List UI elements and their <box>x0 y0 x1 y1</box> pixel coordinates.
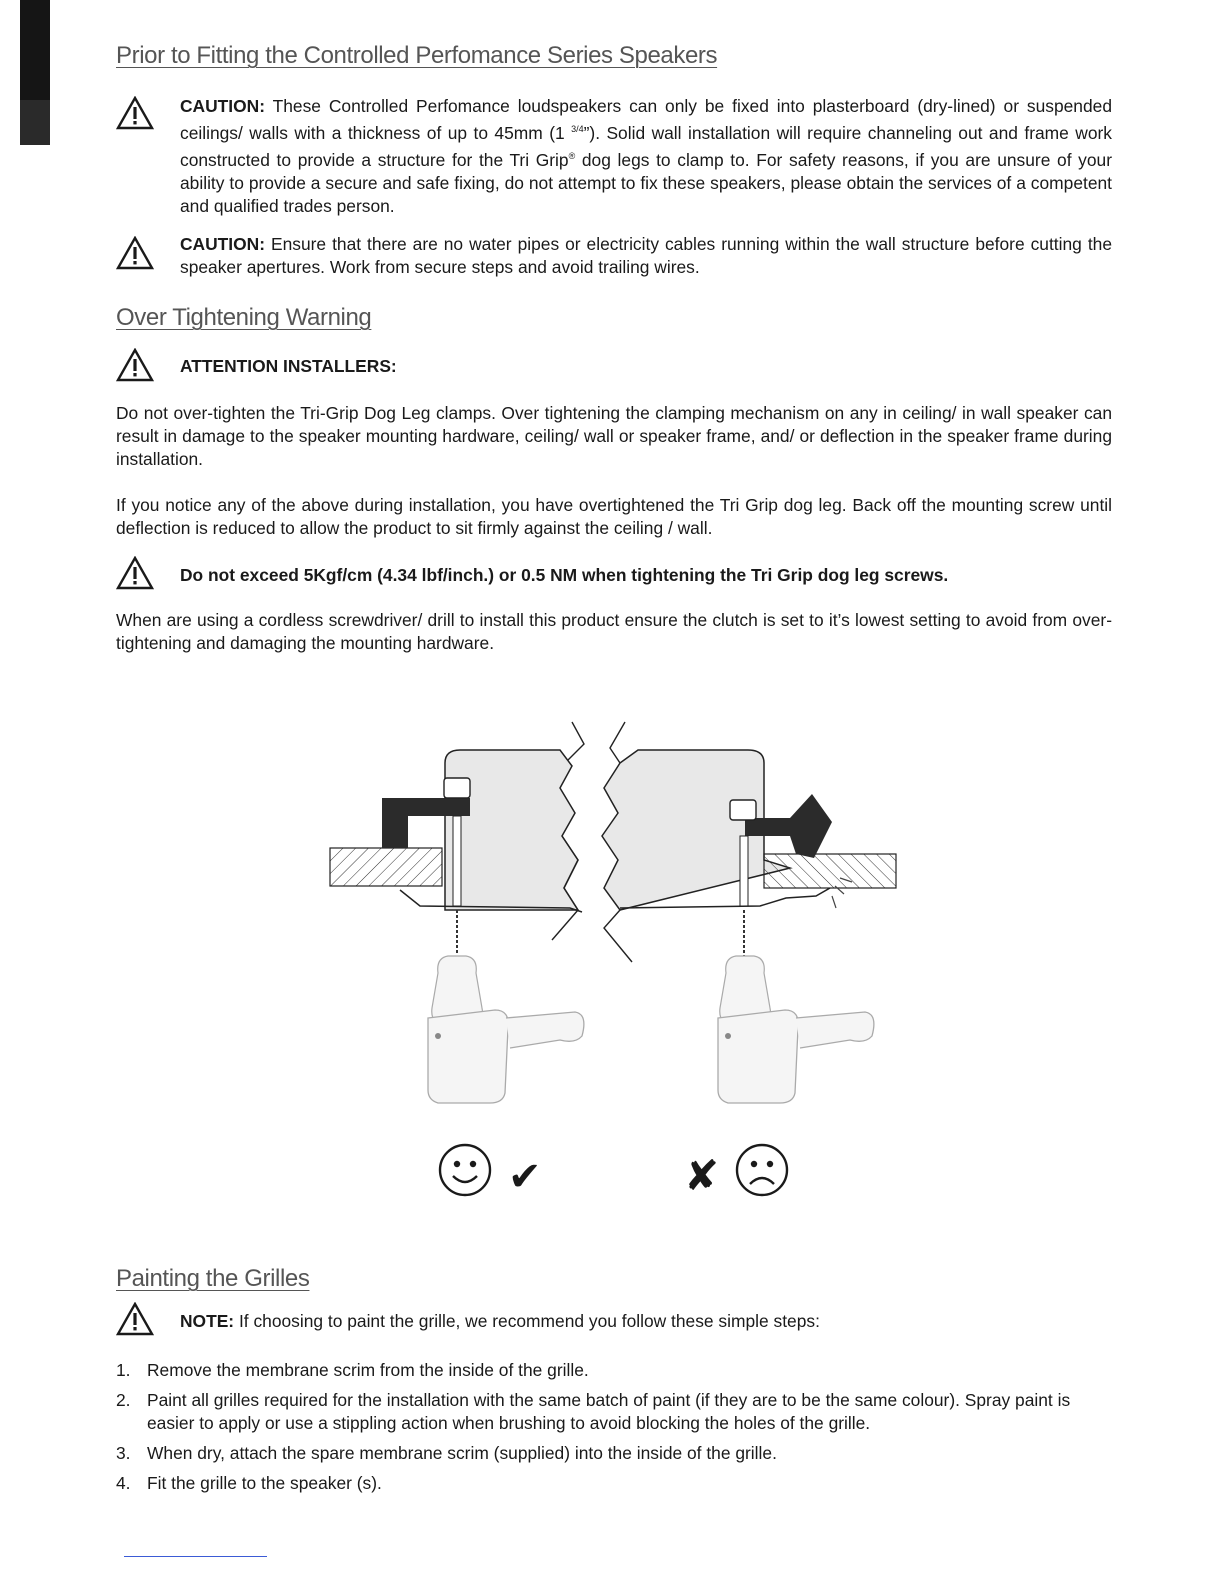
smiley-eye <box>454 1161 460 1167</box>
drill-handle <box>796 1012 874 1048</box>
check-mark-icon: ✔ <box>508 1154 542 1200</box>
ceiling-board-hatch <box>764 854 896 888</box>
torque-warning: Do not exceed 5Kgf/cm (4.34 lbf/inch.) or 0.5 NM when tightening the Tri Grip dog leg screws. <box>180 565 949 585</box>
step-text: Remove the membrane scrim from the inside of the grille. <box>147 1360 589 1380</box>
drill-handle <box>506 1012 584 1048</box>
caution-label: CAUTION: <box>180 96 266 116</box>
footer-rule <box>124 1556 267 1557</box>
over-tightening-paragraph-1: Do not over-tighten the Tri-Grip Dog Leg clamps. Over tightening the clamping mechanism on any in ceiling/ in wall speaker can result in damage to the speaker mounting hardware, ceiling/ wall or speaker frame, and/ or deflection in the speaker frame during installation. <box>116 403 1112 469</box>
caution-paragraph-2 <box>180 233 1112 279</box>
caution-text-part: These Controlled Perfomance loudspeakers can only be fixed into plasterboard (dry-lined) or suspended ceilings/ walls with a thickness of up to 45mm (1 <box>180 96 1112 143</box>
registered-mark: ® <box>568 151 576 161</box>
clamp-housing <box>444 778 470 798</box>
heading-prior-to-fitting: Prior to Fitting the Controlled Perfomance Series Speakers <box>116 42 718 69</box>
correct-installation-panel <box>330 722 584 1195</box>
painting-steps-list <box>116 1359 1112 1502</box>
caution-text-part: dog legs to clamp to. For safety reasons, if you are unsure of your ability to provide a secure and safe fixing, do not attempt to fix these speakers, please obtain the services of a competent and qualified trades person. <box>180 150 1113 216</box>
smiley-eye <box>470 1161 476 1167</box>
overtightened-installation-panel <box>602 722 896 1195</box>
step-number: 3. <box>116 1443 131 1463</box>
drill-button <box>435 1033 441 1039</box>
break-line <box>568 722 584 760</box>
note-text: If choosing to paint the grille, we recommend you follow these simple steps: <box>238 1311 820 1331</box>
step-number: 4. <box>116 1473 131 1493</box>
over-tightening-paragraph-2: If you notice any of the above during installation, you have overtightened the Tri Grip dog leg. Back off the mounting screw until deflection is reduced to allow the product to sit firmly against the ceiling / wall. <box>116 495 1112 538</box>
step-number: 1. <box>116 1360 131 1380</box>
caution-label: CAUTION: <box>180 234 266 254</box>
speaker-body <box>445 750 578 910</box>
step-text: Fit the grille to the speaker (s). <box>147 1473 382 1493</box>
installation-diagram <box>320 718 910 1218</box>
step-text: Paint all grilles required for the installation with the same batch of paint (if they are to be the same colour). Spray paint is easier to apply or use a stippling action when brushing to avoid blocking the holes of the grille. <box>147 1390 1071 1433</box>
drill-button <box>725 1033 731 1039</box>
sad-eye <box>751 1161 757 1167</box>
drill-body <box>718 1010 798 1103</box>
heading-over-tightening: Over Tightening Warning <box>116 304 372 331</box>
step-text: When dry, attach the spare membrane scrim (supplied) into the inside of the grille. <box>147 1443 777 1463</box>
over-tightening-paragraph-3: When are using a cordless screwdriver/ drill to install this product ensure the clutch is set to it’s lowest setting to avoid from over-tightening and damaging the mounting hardware. <box>116 610 1112 653</box>
warning-triangle-icon <box>116 348 154 382</box>
drill-body <box>428 1010 508 1103</box>
warning-triangle-icon <box>116 1302 154 1336</box>
break-line <box>604 910 632 962</box>
smiley-face-icon <box>440 1145 490 1195</box>
step-number: 2. <box>116 1390 131 1410</box>
note-paragraph <box>180 1310 1112 1333</box>
mounting-screw <box>453 816 461 906</box>
page-edge-tab-shade <box>20 100 50 145</box>
list-item <box>116 1442 1112 1465</box>
caution-text-part: ”). Solid wall installation will require channeling out and frame work constructed to provide a structure for the Tri Grip <box>180 123 1112 170</box>
heading-painting-grilles: Painting the Grilles <box>116 1265 310 1292</box>
ceiling-board-hatch <box>330 848 442 886</box>
attention-installers: ATTENTION INSTALLERS: <box>180 356 397 376</box>
caution-paragraph-1 <box>180 95 1112 218</box>
cross-mark-icon: ✘ <box>684 1151 720 1200</box>
break-line <box>610 722 625 763</box>
warning-triangle-icon <box>116 556 154 590</box>
warning-triangle-icon <box>116 236 154 270</box>
mounting-screw <box>740 836 748 906</box>
list-item <box>116 1359 1112 1382</box>
note-label: NOTE: <box>180 1311 235 1331</box>
sad-eye <box>767 1161 773 1167</box>
list-item <box>116 1389 1112 1435</box>
caution-text: Ensure that there are no water pipes or electricity cables running within the wall structure before cutting the speaker apertures. Work from secure steps and avoid trailing wires. <box>180 234 1112 277</box>
clamp-housing <box>730 800 756 820</box>
warning-triangle-icon <box>116 96 154 130</box>
sad-face-icon <box>737 1145 787 1195</box>
list-item <box>116 1472 1112 1495</box>
fraction-superscript: 3/4 <box>571 124 584 134</box>
